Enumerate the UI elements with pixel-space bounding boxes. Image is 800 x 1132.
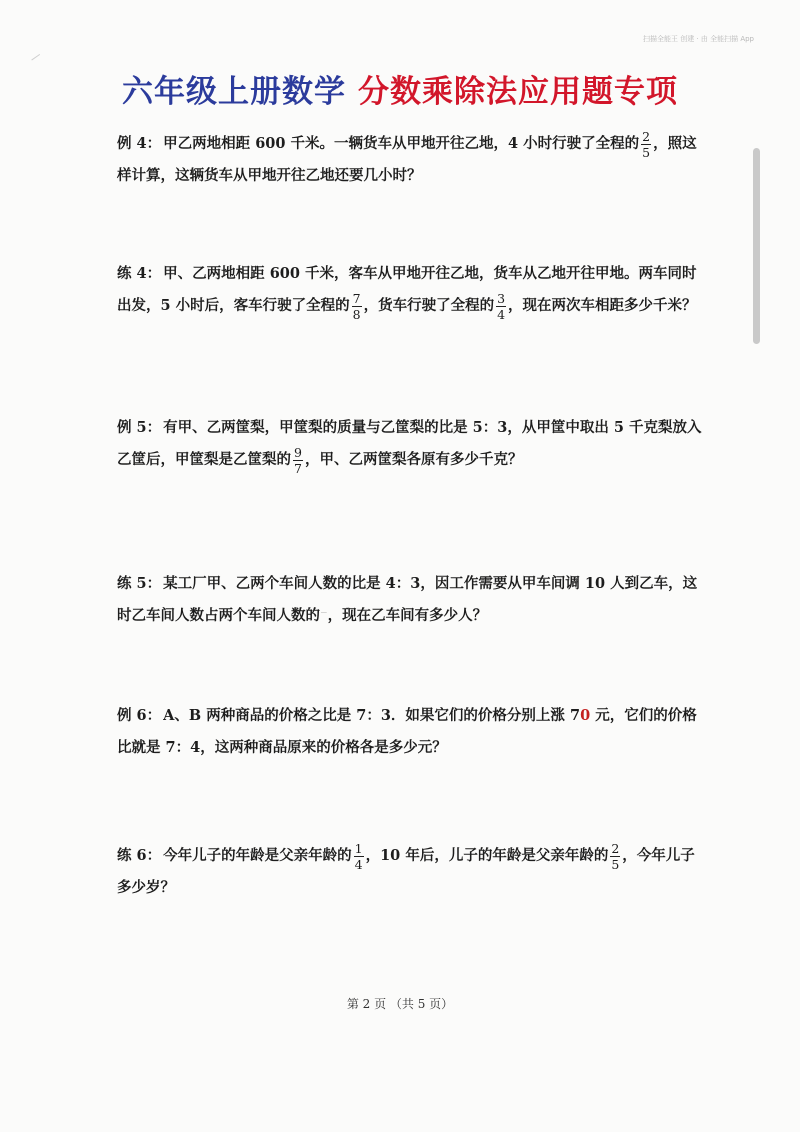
- page-title: [0, 66, 800, 111]
- problem-example-4: [117, 128, 702, 192]
- fraction-numerator: 7: [352, 290, 361, 306]
- fraction-denominator: 4: [354, 856, 363, 872]
- fraction-denominator: 8: [352, 306, 361, 322]
- problem-text: ，10 年后，儿子的年龄是父亲年龄的: [365, 847, 609, 864]
- problem-label: 练 6：: [117, 847, 162, 864]
- fraction-denominator: 4: [497, 306, 506, 322]
- scanner-watermark: 扫描全能王 创建 · 由 全能扫描 App: [642, 35, 754, 43]
- problem-practice-4: [117, 258, 702, 322]
- fraction: [610, 841, 620, 872]
- fraction: [641, 129, 651, 160]
- fraction-denominator: 5: [611, 856, 620, 872]
- red-digit-mark: 0: [580, 707, 591, 724]
- scrollbar[interactable]: [753, 148, 760, 344]
- problem-text: 元，它们的价格比就是 7：4，这两种商品原来的价格各是多少元？: [117, 707, 697, 756]
- faded-fraction-mark: ⁻: [320, 607, 328, 624]
- problem-text: ，现在两次车相距多少千米？: [508, 297, 697, 314]
- fraction: [496, 291, 506, 322]
- problem-label: 练 5：: [117, 575, 162, 592]
- fraction-numerator: 1: [354, 840, 363, 856]
- fraction-numerator: 2: [642, 128, 651, 144]
- problem-text: A、B 两种商品的价格之比是 7：3．如果它们的价格分别上涨 7: [163, 707, 581, 724]
- fraction: [354, 841, 364, 872]
- problem-text: ，现在乙车间有多少人？: [327, 607, 488, 624]
- problem-text: ，今年儿子多少岁？: [117, 847, 695, 896]
- problem-example-6: [117, 700, 702, 764]
- fraction: [293, 445, 303, 476]
- problem-text: 甲乙两地相距 600 千米。一辆货车从甲地开往乙地，4 小时行驶了全程的: [163, 135, 640, 152]
- problem-label: 练 4：: [117, 265, 162, 282]
- fraction-numerator: 2: [611, 840, 620, 856]
- fraction-denominator: 5: [642, 144, 651, 160]
- problem-text: ，货车行驶了全程的: [363, 297, 495, 314]
- problem-text: 今年儿子的年龄是父亲年龄的: [163, 847, 352, 864]
- problem-text: ，甲、乙两筐梨各原有多少千克？: [304, 451, 523, 468]
- fraction-denominator: 7: [294, 460, 302, 476]
- problem-text: 有甲、乙两筐梨，甲筐梨的质量与乙筐梨的比是 5：3，从甲筐中取出 5 千克梨放入乙筐后，甲筐梨是乙筐梨的: [117, 419, 702, 468]
- fraction: [352, 291, 362, 322]
- title-grade: 六年级上册数学: [122, 74, 346, 110]
- problem-practice-6: [117, 840, 702, 904]
- problem-text: ，照这样计算，这辆货车从甲地开往乙地还要几小时？: [117, 135, 697, 184]
- page-footer: 第 2 页 （共 5 页）: [346, 997, 454, 1011]
- title-topic: 分数乘除法应用题专项: [358, 74, 678, 110]
- problem-text: 某工厂甲、乙两个车间人数的比是 4：3，因工作需要从甲车间调 10 人到乙车，这时乙车间人数占两个车间人数的: [117, 575, 698, 624]
- fraction-numerator: 9: [294, 444, 302, 460]
- problem-label: 例 5：: [117, 419, 162, 436]
- problem-practice-5: [117, 568, 702, 632]
- problem-text: 甲、乙两地相距 600 千米，客车从甲地开往乙地，货车从乙地开往甲地。两车同时出发，5 小时后，客车行驶了全程的: [117, 265, 697, 314]
- problem-label: 例 4：: [117, 135, 162, 152]
- fraction-numerator: 3: [497, 290, 506, 306]
- problem-example-5: [117, 412, 702, 476]
- problem-label: 例 6：: [117, 707, 162, 724]
